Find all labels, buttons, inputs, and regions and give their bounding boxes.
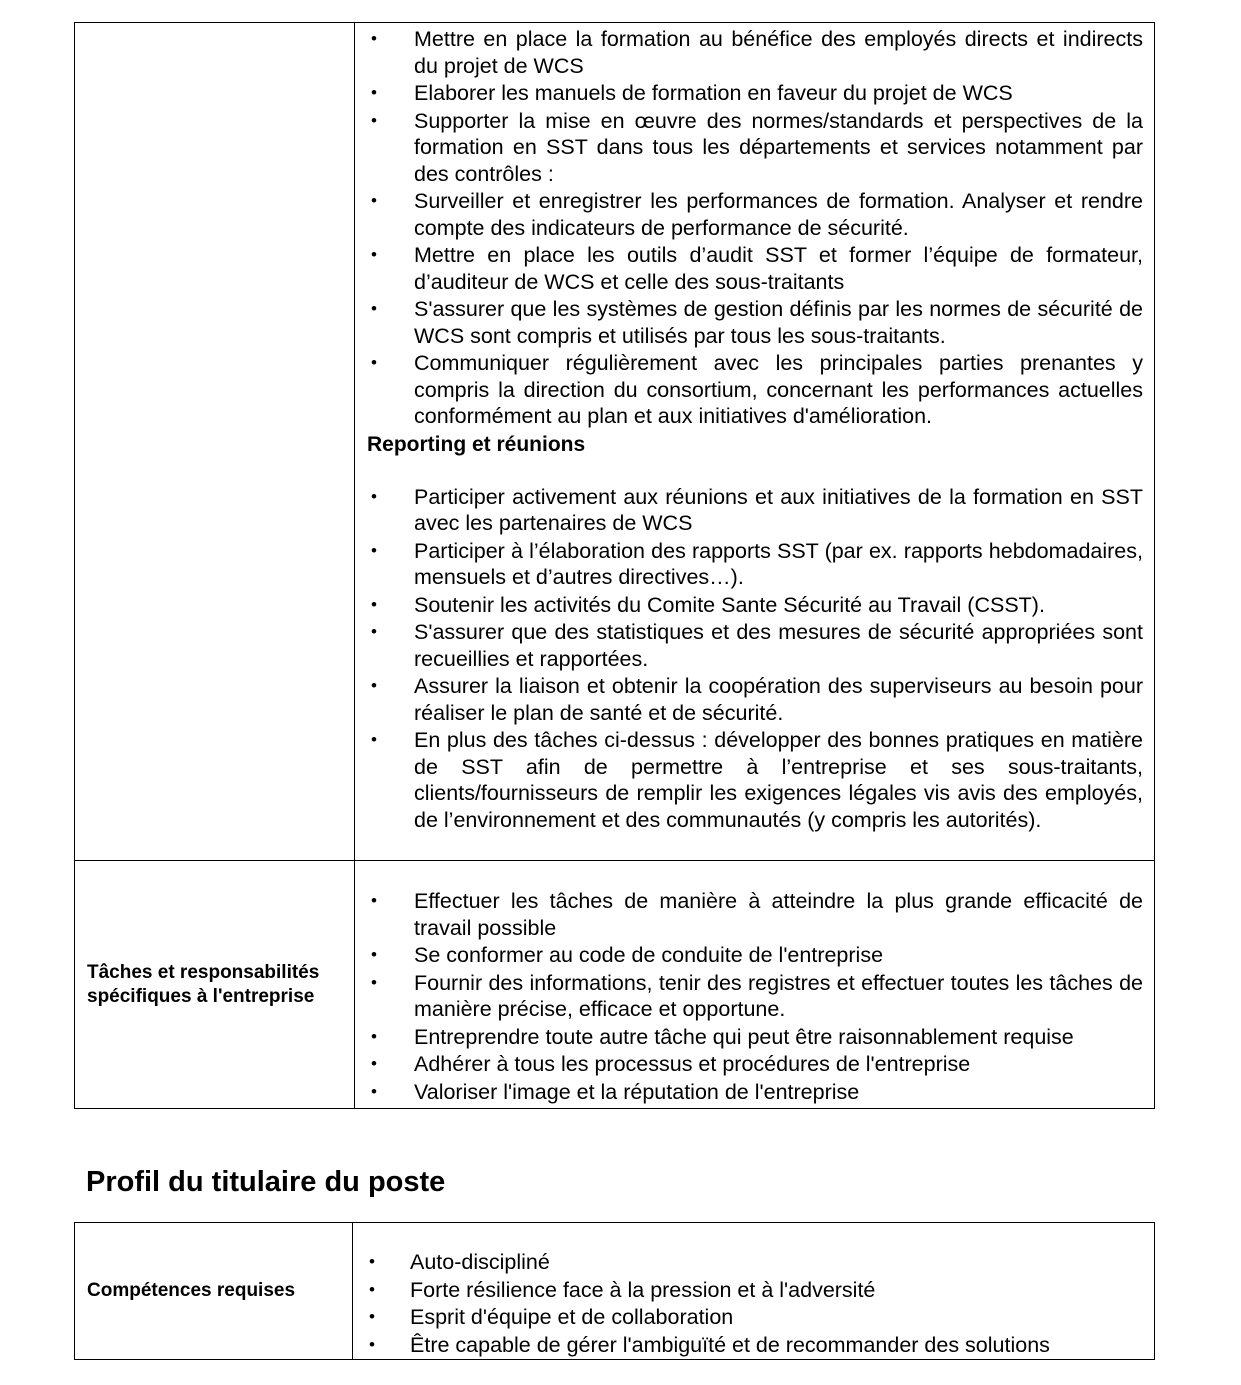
list-item-text: Mettre en place les outils d’audit SST et former l’équipe de formateur, d’auditeur de WCS et celle des sous-traitants — [414, 243, 1143, 294]
list-item — [355, 1051, 1154, 1078]
list-item-text: Communiquer régulièrement avec les principales parties prenantes y compris la direction du consortium, concernant les performances actuelles conformément au plan et aux initiatives d'amélioration. — [414, 351, 1143, 428]
bullet-icon: • — [371, 972, 377, 992]
list-item — [355, 592, 1154, 619]
list-item-text: Surveiller et enregistrer les performances de formation. Analyser et rendre compte des indicateurs de performance de sécurité. — [414, 189, 1143, 240]
bullet-icon: • — [371, 110, 377, 130]
list-item-text: Mettre en place la formation au bénéfice des employés directs et indirects du projet de WCS — [414, 27, 1143, 78]
list-item — [353, 1249, 1154, 1276]
bullet-icon: • — [371, 1054, 377, 1073]
skills-cell — [353, 1223, 1155, 1360]
skills-label: Compétences requises — [75, 1223, 353, 1360]
bullet-icon: • — [371, 486, 377, 506]
bullet-icon: • — [371, 245, 377, 264]
list-item-text: S'assurer que les systèmes de gestion définis par les normes de sécurité de WCS sont compris et utilisés par tous les sous-traitants. — [414, 297, 1143, 348]
skills-list — [353, 1223, 1154, 1358]
list-item — [355, 942, 1154, 969]
bullet-icon: • — [371, 299, 377, 318]
bullet-icon: • — [371, 594, 377, 614]
list-item-text: Esprit d'équipe et de collaboration — [410, 1305, 734, 1329]
list-item — [355, 484, 1154, 537]
list-item — [355, 538, 1154, 591]
bullet-icon: • — [371, 29, 377, 48]
section-title: Profil du titulaire du poste — [86, 1166, 446, 1198]
bullet-icon: • — [369, 1252, 375, 1271]
list-item-text: Forte résilience face à la pression et à l'adversité — [410, 1277, 876, 1302]
bullet-icon: • — [371, 1081, 377, 1101]
list-item-text: Adhérer à tous les processus et procédures de l'entreprise — [414, 1052, 971, 1076]
bullet-icon: • — [369, 1307, 375, 1326]
bullet-icon: • — [371, 945, 377, 964]
list-item-text: En plus des tâches ci-dessus : développer des bonnes pratiques en matière de SST afin de permettre à l’entreprise et ses sous-traitants, clients/fournisseurs de remplir les exigences légales vis avis des employés, de l’environnement et des communautés (y compris les autorités). — [414, 728, 1143, 832]
list-item-text: Valoriser l'image et la réputation de l'entreprise — [414, 1079, 860, 1104]
list-item — [353, 1304, 1154, 1331]
reporting-duties-list — [355, 484, 1154, 834]
list-item — [355, 970, 1154, 1023]
list-item — [355, 80, 1154, 107]
list-item-text: Effectuer les tâches de manière à atteindre la plus grande efficacité de travail possible — [414, 889, 1143, 940]
profile-table — [74, 1222, 1155, 1360]
bullet-icon: • — [371, 676, 377, 695]
list-item — [355, 1024, 1154, 1051]
bullet-icon: • — [371, 191, 377, 210]
bullet-icon: • — [371, 622, 377, 641]
table-row — [75, 1223, 1155, 1360]
list-item — [355, 888, 1154, 941]
list-item — [355, 26, 1154, 79]
bullet-icon: • — [371, 891, 377, 910]
bullet-icon: • — [371, 353, 377, 372]
table-row — [75, 23, 1155, 861]
list-item — [355, 727, 1154, 833]
list-item-text: Entreprendre toute autre tâche qui peut être raisonnablement requise — [414, 1024, 1074, 1049]
list-item — [355, 1079, 1154, 1106]
reporting-subheading: Reporting et réunions — [367, 432, 586, 456]
list-item-text: S'assurer que des statistiques et des mesures de sécurité appropriées sont recueillies et rapportées. — [414, 620, 1143, 671]
table-row — [75, 861, 1155, 1109]
list-item-text: Supporter la mise en œuvre des normes/standards et perspectives de la formation en SST dans tous les départements et services notamment par des contrôles : — [414, 108, 1143, 186]
list-item — [355, 242, 1154, 295]
bullet-icon: • — [371, 1026, 377, 1046]
spacer — [355, 458, 1154, 484]
list-item — [355, 350, 1154, 430]
list-item-text: Être capable de gérer l'ambiguïté et de recommander des solutions — [410, 1332, 1050, 1357]
bullet-icon: • — [371, 83, 377, 102]
list-item-text: Fournir des informations, tenir des registres et effectuer toutes les tâches de manière précise, efficace et opportune. — [414, 970, 1143, 1021]
bullet-icon: • — [371, 730, 377, 749]
list-item — [355, 188, 1154, 241]
bullet-icon: • — [371, 540, 377, 560]
list-item-text: Se conformer au code de conduite de l'entreprise — [414, 943, 884, 967]
list-item-text: Assurer la liaison et obtenir la coopération des superviseurs au besoin pour réaliser le plan de santé et de sécurité. — [414, 674, 1143, 725]
company-tasks-list — [355, 861, 1154, 1105]
row-label-empty — [75, 23, 355, 861]
list-item-text: Participer activement aux réunions et aux initiatives de la formation en SST avec les partenaires de WCS — [414, 484, 1143, 535]
bullet-icon: • — [369, 1334, 375, 1354]
list-item — [355, 673, 1154, 726]
list-item — [353, 1277, 1154, 1304]
list-item — [355, 296, 1154, 349]
list-item-text: Soutenir les activités du Comite Sante Sécurité au Travail (CSST). — [414, 592, 1045, 617]
list-item — [353, 1332, 1154, 1359]
duties-table — [74, 22, 1155, 1109]
list-item — [355, 619, 1154, 672]
list-item — [355, 108, 1154, 188]
company-tasks-label: Tâches et responsabilités spécifiques à l'entreprise — [75, 861, 355, 1109]
list-item-text: Auto-discipliné — [410, 1250, 550, 1274]
list-item-text: Participer à l’élaboration des rapports SST (par ex. rapports hebdomadaires, mensuels et d’autres directives…). — [414, 538, 1143, 589]
bullet-icon: • — [369, 1279, 375, 1299]
duties-content-cell — [355, 23, 1155, 861]
training-duties-list — [355, 23, 1154, 430]
company-tasks-cell — [355, 861, 1155, 1109]
list-item-text: Elaborer les manuels de formation en faveur du projet de WCS — [414, 81, 1013, 105]
